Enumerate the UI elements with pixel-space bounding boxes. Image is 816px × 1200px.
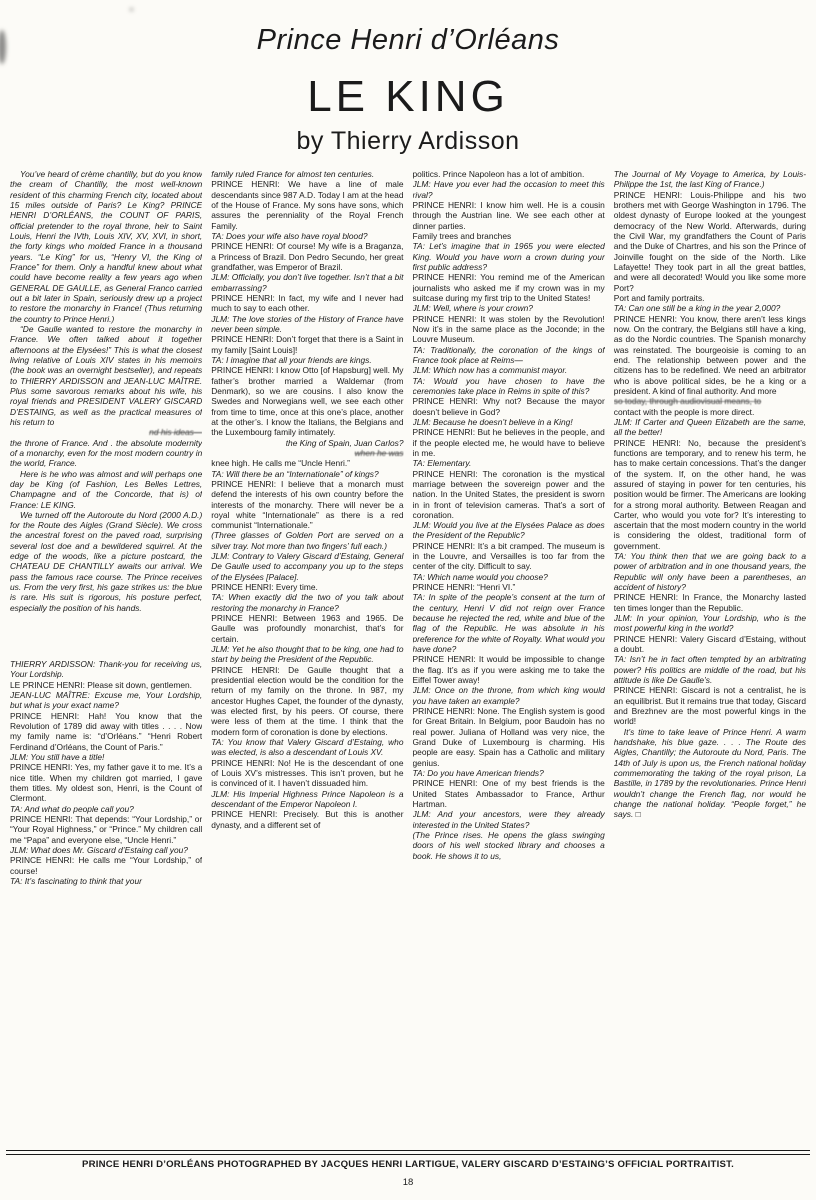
paragraph-a: PRINCE HENRI: De Gaulle thought that a presidential election would be the condition for the return of my family on the throne. In 987, my ancestor Hughes Capet, the founder of the dynasty, was elected first, by his peers. Of course, there were less of them at the time. I think that the modern form of coronation is done by elections. (211, 664, 404, 737)
paragraph-a: PRINCE HENRI: Valery Giscard d’Estaing, without a doubt. (613, 633, 806, 655)
paragraph-intro: “De Gaulle wanted to restore the monarchy in France. We often talked about it together afternoons at the Elysées!” This is what the closest living relative of Louis XIV states in his memoirs (the book was an overnight bestseller), and repeats to THIERRY ARDISSON and JEAN-LUC MAÎTRE. Plus some savorous remarks about his wife, his royal friends and PRESIDENT VALERY GISCARD D’ESTAING, as well as the practical measures of his return to (10, 323, 203, 427)
paragraph-frag: when he was (354, 447, 404, 458)
paragraph-q: TA: Would you have chosen to have the ceremonies take place in Reims in spite of this? (412, 375, 605, 396)
paragraph-intro: Here is he who was almost and will perhaps one day be King (of Fashion, Les Belles Lettres, Champagne and of the Concorde, that is) of France: LE KING. (10, 468, 203, 510)
paragraph-a: PRINCE HENRI: Louis-Philippe and his two brothers met with George Washington in 1796. The oldest dynasty of Europe looked at the youngest democracy of the New World. Afterwards, during the Civil War, my grandfathers the Count of Paris and the Duke of Chartres, and his son the Prince of Joinville fought on the side of the North. Like Lafayette! They took part in all the great battles, and were all decorated! Would you like some more Port? (613, 189, 806, 293)
paragraph-q: JLM: Contrary to Valery Giscard d’Estaing, General De Gaulle used to accompany you up to the steps of the Elysées [Palace]. (211, 551, 404, 582)
paragraph-q: TA: I imagine that all your friends are kings. (211, 354, 372, 365)
paragraph-q: family ruled France for almost ten centuries. (211, 169, 375, 179)
page-number: 18 (402, 1177, 414, 1188)
paragraph-a: PRINCE HENRI: Giscard is not a centralist, he is an equilibrist. But it remains true that today, Giscard and Brezhnev are the most powerful kings in the world! (613, 685, 806, 727)
paragraph-a: PRINCE HENRI: You remind me of the American journalists who asked me if my crown was in my suitcase during my first trip to the United States! (412, 272, 605, 303)
paragraph-q: JLM: Officially, you don’t live together. Isn’t that a bit embarrassing? (211, 272, 404, 293)
paragraph-q: JLM: In your opinion, Your Lordship, who is the most powerful king in the world? (613, 613, 806, 634)
paragraph-q: TA: Let’s imagine that in 1965 you were elected King. Would you have worn a crown during your first public address? (412, 241, 605, 272)
paragraph-intro: We turned off the Autoroute du Nord (2000 A.D.) for the Route des Aigles (Grand Siècle). We cross the ancestral forest on the paved road, surprising several lost doe and a bewildered squirrel. At the edge of the woods, like a picture postcard, the CHATEAU DE CHANTILLY awaits our arrival. We pass the famous race course. The Prince receives us. From the very first, his gaze strikes us: the blue is rare. His suit is rigorous, his posture perfect, especially the position of his hands. (10, 509, 203, 613)
paragraph-a: PRINCE HENRI: None. The English system is good for Great Britain. In Belgium, poor Baudoin has no real power. Juliana of Holland was very nice, the Grand Duke of Luxembourg is charming. His people are easy. Spain has a Catholic and military genius. (412, 706, 605, 768)
article-body (10, 169, 806, 1154)
paragraph-a: PRINCE HENRI: One of my best friends is the United States Ambassador to France, Arthur Hartman. (412, 778, 605, 810)
paragraph-stage: (Three glasses of Golden Port are served on a silver tray. Not more than two fingers’ full each.) (211, 530, 404, 551)
paragraph-a: PRINCE HENRI: I believe that a monarch must defend the interests of his own country before the interests of the monarchy. There will never be a royal white “Internationale” as there is a red communist “Internationale.” (211, 478, 404, 531)
paragraph-q: JLM: Have you ever had the occasion to meet this rival? (412, 179, 605, 200)
paragraph-q: JLM: The love stories of the History of France have never been simple. (211, 313, 404, 334)
page-footer (6, 1150, 810, 1188)
paragraph-q: JLM: Yet he also thought that to be king, one had to start by being the President of the Republic. (211, 644, 404, 665)
paragraph-a: PRINCE HENRI: You know, there aren’t less kings now. On the contrary, the Belgians still have a king, as do the Nordic countries. The Spanish monarchy was reinstated. The bourgeoisie is coming to an end. The relationship between power and the citizens has to be redefined. We need an arbitrator who is above political sides, be he a king or a president. A kind of final authority. And more (613, 313, 806, 396)
paragraph-a: PRINCE HENRI: Hah! You know that the Revolution of 1789 did away with titles . . . . Now my family name is: “d’Orléans.” “Henri Robert Ferdinand d’Orléans, the Count of Paris.” (10, 710, 203, 752)
paragraph-subhead: Port and family portraits. (613, 292, 705, 303)
paragraph-q: JLM: Once on the throne, from which king would you have taken an example? (412, 685, 605, 706)
text-column-4 (614, 169, 806, 1154)
paragraph-smudge: so today, through audiovisual means, to (613, 396, 762, 407)
paragraph-italic: The Journal of My Voyage to America, by Louis-Philippe the 1st, the last King of France.) (613, 169, 806, 190)
paragraph-q: TA: You think then that we are going back to a power of arbitration and in one thousand years, the Republic will only have been a parentheses, an accident of history? (613, 551, 806, 593)
paragraph-q: TA: It’s fascinating to think that your (10, 876, 142, 886)
paragraph-q: TA: Isn’t he in fact often tempted by an arbitrating power? His politics are middle of the road, but his attitude is like De Gaulle’s. (613, 654, 806, 686)
paragraph-q: THIERRY ARDISSON: Thank-you for receiving us, Your Lordship. (10, 659, 203, 680)
paragraph-a: PRINCE HENRI: He calls me “Your Lordship,” of course! (10, 855, 203, 876)
paragraph-q: JLM: Which now has a communist mayor. (412, 365, 568, 376)
paragraph-q: JLM: His Imperial Highness Prince Napoleon is a descendant of the Emperor Napoleon I. (211, 788, 404, 810)
paragraph-q: TA: You know that Valery Giscard d’Estaing, who was elected, is also a descendant of Louis XV. (211, 737, 404, 758)
paragraph-a: PRINCE HENRI: No! He is the descendant of one of Louis XV’s mistresses. This isn’t proven, but he is convinced of it. I haven’t dissuaded him. (211, 757, 404, 789)
paragraph-a: LE PRINCE HENRI: Please sit down, gentlemen. (10, 679, 193, 690)
paragraph-a: PRINCE HENRI: Of course! My wife is a Braganza, a Princess of Brazil. Don Pedro Secundo, her great grandfather, was Emperor of Brazil. (211, 241, 404, 272)
paragraph-q: JLM: Because he doesn’t believe in a King! (412, 416, 573, 427)
paragraph-a: PRINCE HENRI: It would be impossible to change the flag. It’s as if you were asking me to take the Eiffel Tower away! (412, 654, 605, 686)
text-column-3 (413, 169, 605, 1154)
article-kicker: Prince Henri d’Orléans (256, 24, 560, 56)
article-byline: by Thierry Ardisson (296, 127, 520, 155)
paragraph-a: knee high. He calls me “Uncle Henri.” (211, 458, 350, 469)
paragraph-q: TA: Do you have American friends? (412, 768, 544, 779)
paragraph-q: TA: In spite of the people’s consent at the turn of the century, Henri V did not reign over France because he rejected the red, white and blue of the flag of the Republic. He was absolute in his preference for the white of Royalty. What would you have done? (412, 592, 605, 655)
paragraph-a: PRINCE HENRI: “Henri VI.” (412, 582, 516, 593)
paragraph-q: TA: And what do people call you? (10, 803, 134, 814)
footer-rule (6, 1150, 810, 1155)
paragraph-q: TA: Can one still be a king in the year 2,000? (613, 303, 781, 314)
paragraph-a: PRINCE HENRI: Why not? Because the mayor doesn’t believe in God? (412, 396, 605, 417)
paragraph-q: TA: Elementary. (412, 458, 472, 469)
paragraph-a: PRINCE HENRI: Every time. (211, 582, 318, 593)
paragraph-a: PRINCE HENRI: I know him well. He is a cousin through the Austrian line. We see each other at dinner parties. (412, 199, 605, 231)
paragraph-a: PRINCE HENRI: In fact, my wife and I never had much to say to each other. (211, 292, 404, 314)
paragraph-subhead: Family trees and branches (412, 230, 512, 241)
paragraph-stage: (The Prince rises. He opens the glass swinging doors of his well stocked library and chooses a book. He shows it to us, (412, 830, 605, 861)
paragraph-a: PRINCE HENRI: I know Otto [of Hapsburg] well. My father’s brother married a Waldemar (from Denmark), so we are cousins. I also know the Swedes and Norwegians well, we see each other from time to time, once at this one’s place, another at the other’s. I know the Italians, the Belgians and the Luxembourg family intimately. (211, 365, 404, 438)
paragraph-a: PRINCE HENRI: It was stolen by the Revolution! Now it’s in the same place as the Joconde; in the Louvre Museum. (412, 313, 605, 345)
paragraph-q: JLM: What does Mr. Giscard d’Estaing call you? (10, 845, 188, 856)
paragraph-a: PRINCE HENRI: Between 1963 and 1965. De Gaulle was profoundly monarchist, that’s for certain. (211, 613, 404, 644)
paragraph-a: politics. Prince Napoleon has a lot of ambition. (412, 169, 585, 179)
paragraph-a: PRINCE HENRI: Precisely. But this is another dynasty, and a different set of (211, 809, 404, 830)
paragraph-intro: You’ve heard of crème chantilly, but do you know the cream of Chantilly, the most well-known resident of this charming French city, located about 15 miles outside of Paris? Le King? PRINCE HENRI D’ORLÉANS, the COUNT OF PARIS, official pretender to the royal throne, heir to Saint Louis, Henri the IVth, Louis XIV, XV, XVI, in short, the forty kings who molded France in a thousand years. “Le King” for us, “Henry VI, the King of France” for them. Only a handful knew about what could have become reality a few years ago when GENERAL DE GAULLE, as General Franco carried out a bit later in Spain, seriously drew up a project to restore the monarchy in France! (Thus returning the country to Prince Henri.) (10, 169, 203, 324)
paragraph-a: PRINCE HENRI: No, because the president’s functions are temporary, and to renew his term, he has to make certain concessions. That’s the danger of the system. If, on the other hand, he was assured of staying in power for ten centuries, his position would be firmer. The Americans are looking for a strong moral authority. Between Reagan and Carter, who would you vote for? It’s interesting to ascertain that the most modern country in the world is considering the oldest, traditional form of government. (613, 437, 806, 551)
text-column-2 (211, 169, 403, 1154)
paragraph-q: TA: Traditionally, the coronation of the kings of France took place at Reims— (412, 344, 605, 365)
paragraph-frag: nd his ideas— (149, 427, 203, 438)
text-column-1 (10, 169, 202, 1154)
paragraph-q: TA: Does your wife also have royal blood? (211, 230, 368, 241)
paragraph-a: PRINCE HENRI: Yes, my father gave it to me. It’s a nice title. When my children got married, I gave them titles. My oldest son, Henri, is the Count of Clermont. (10, 762, 203, 804)
paragraph-a: PRINCE HENRI: Don’t forget that there is a Saint in my family [Saint Louis]! (211, 334, 404, 355)
scan-artifact (130, 8, 133, 11)
article-title: LE KING (307, 72, 509, 121)
paragraph-frag: the King of Spain, Juan Carlos? (285, 437, 404, 448)
paragraph-q: JLM: If Carter and Queen Elizabeth are the same, all the better! (613, 416, 806, 438)
paragraph-q: JLM: Would you live at the Elysées Palace as does the President of the Republic? (412, 520, 605, 541)
paragraph-gap (10, 613, 202, 659)
paragraph-a: PRINCE HENRI: That depends: “Your Lordship,” or “Your Royal Highness,” or “Prince.” My children call me “Papa” and everyone else, “Uncle Henri.” (10, 814, 203, 845)
paragraph-a: PRINCE HENRI: It’s a bit cramped. The museum is in the Louvre, and Versailles is too far from the center of the city. Difficult to say. (412, 540, 605, 572)
paragraph-italic: the throne of France. And . the absolute modernity of a monarchy, even for the most modern country in the world, France. (10, 437, 203, 469)
paragraph-a: contact with the people is more direct. (613, 406, 755, 417)
paragraph-a: PRINCE HENRI: But he believes in the people, and if the people elected me, he would have to believe in me. (412, 427, 605, 458)
paragraph-a: PRINCE HENRI: The coronation is the mystical marriage between the sovereign power and the nation. In the United States, the president is sworn in in front of television cameras. That’s a sort of coronation. (412, 468, 605, 520)
paragraph-q: TA: Will there be an “Internationale” of kings? (211, 468, 379, 479)
paragraph-outro: It’s time to take leave of Prince Henri. A warm handshake, his blue gaze. . . . The Route des Aigles, Chantilly; the Autoroute du Nord, Paris. The 14th of July is upon us, the French national holiday commemorating the taking of the royal prison, La Bastille, in 1789 by the revolutionaries. Prince Henri wouldn’t change the French flag, nor would he change the national holiday. “People forget,” he says. □ (613, 726, 806, 820)
paragraph-q: JLM: And your ancestors, were they already interested in the United States? (412, 809, 605, 830)
photo-credit-caption: PRINCE HENRI D’ORLÉANS PHOTOGRAPHED BY JACQUES HENRI LARTIGUE, VALERY GISCARD D’ESTAING’S OFFICIAL PORTRAITIST. (82, 1159, 734, 1170)
paragraph-q: JEAN-LUC MAÎTRE: Excuse me, Your Lordship, but what is your exact name? (10, 690, 203, 711)
paragraph-q: JLM: You still have a title! (10, 752, 105, 763)
paragraph-a: PRINCE HENRI: We have a line of male descendants since 987 A.D. Today I am at the head of the House of France. My sons have sons, which assures the perenniality of the Royal French Family. (211, 179, 404, 231)
paragraph-q: TA: When exactly did the two of you talk about restoring the monarchy in France? (211, 592, 404, 613)
paragraph-q: TA: Which name would you choose? (412, 571, 548, 582)
paragraph-a: PRINCE HENRI: In France, the Monarchy lasted ten times longer than the Republic. (613, 592, 806, 613)
paragraph-q: JLM: Well, where is your crown? (412, 303, 533, 314)
